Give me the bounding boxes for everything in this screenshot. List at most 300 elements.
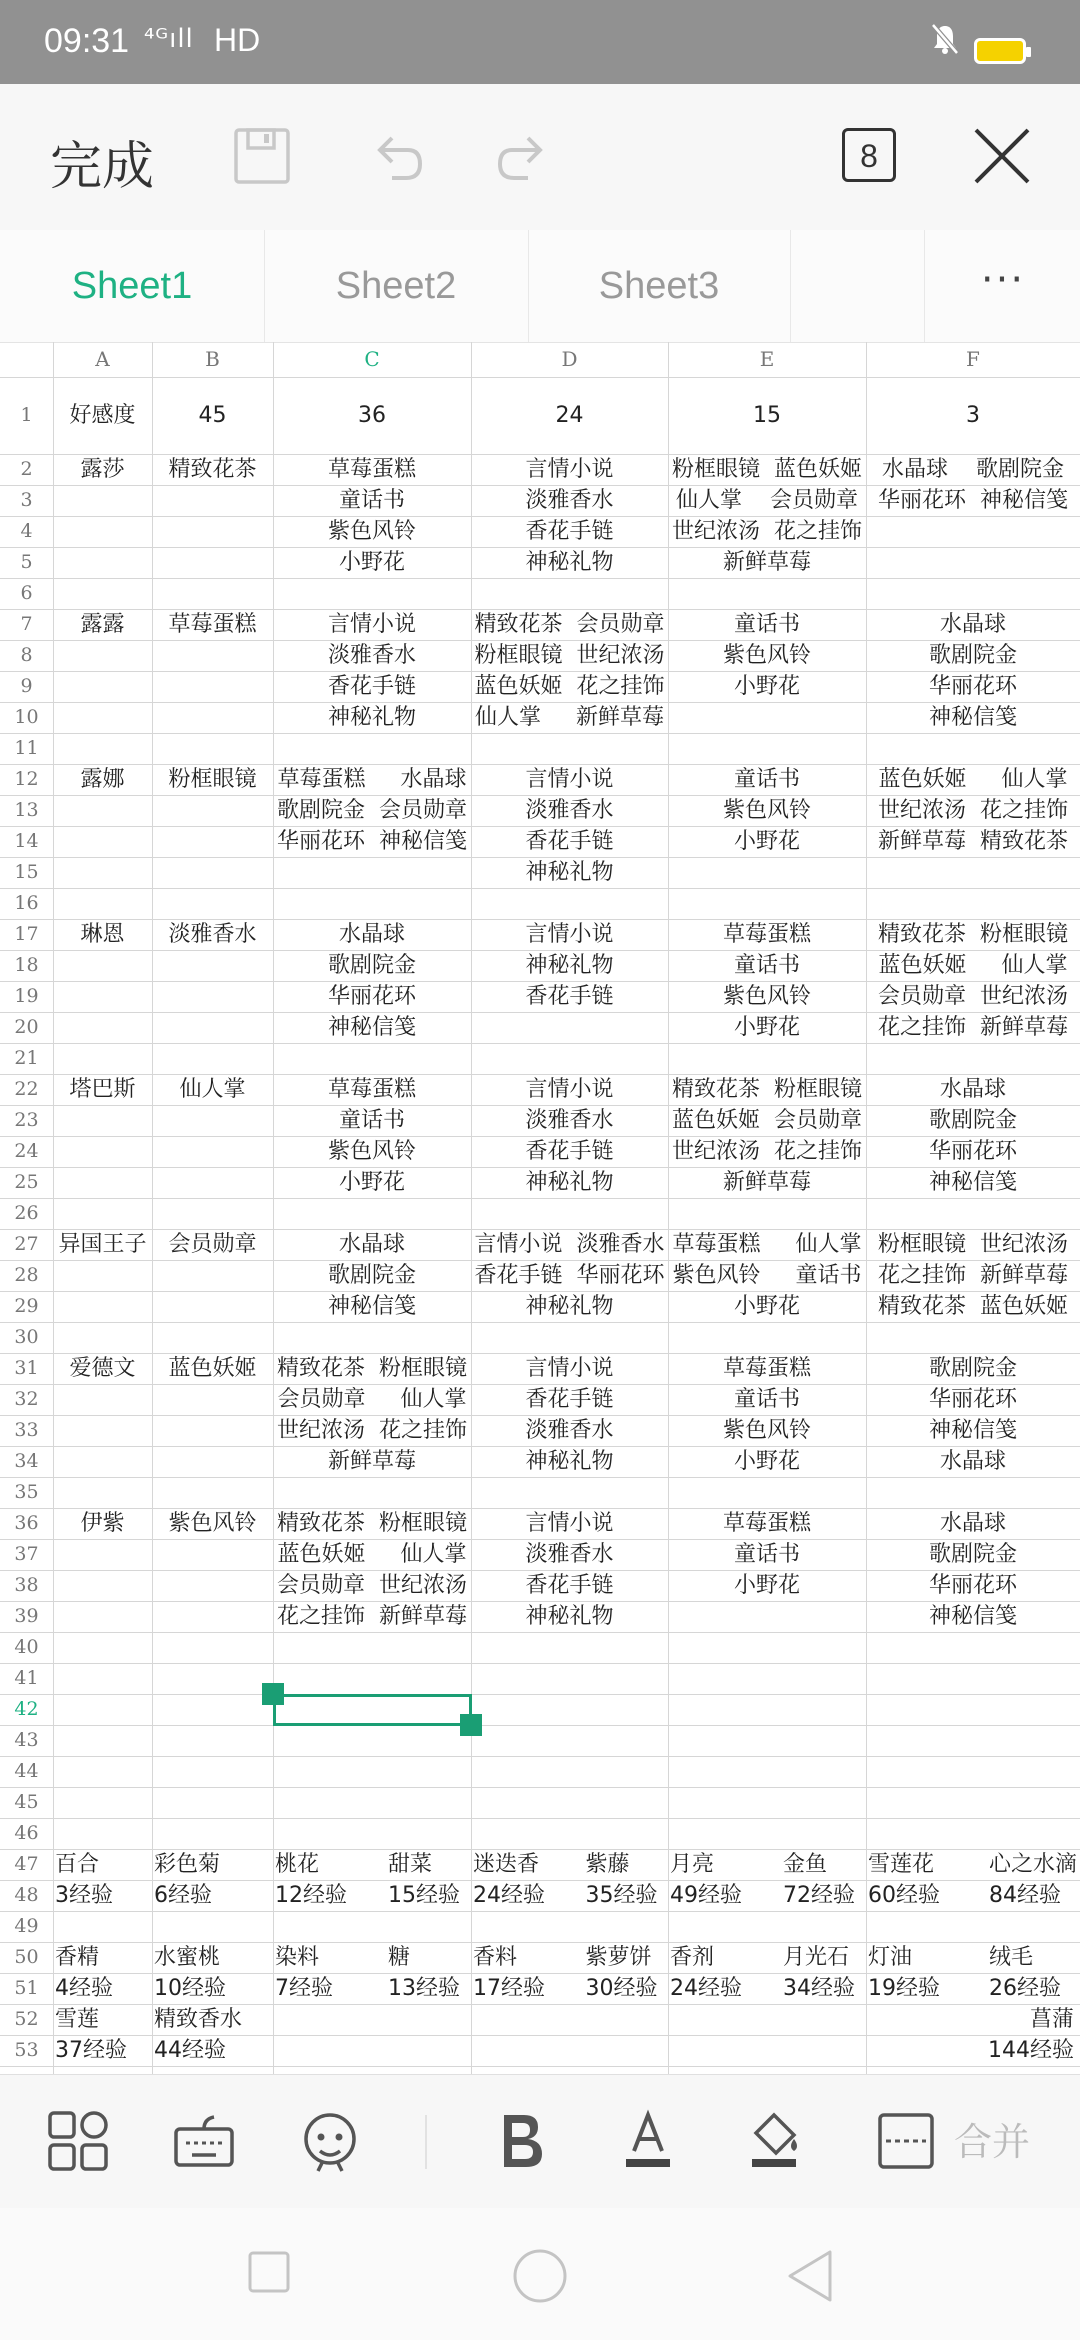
- cell-b1[interactable]: 45: [198, 403, 227, 428]
- cell-e32[interactable]: 童话书: [733, 1387, 800, 1412]
- cell-f17[interactable]: 精致花茶 粉框眼镜: [878, 922, 1068, 947]
- selection-handle-start[interactable]: [262, 1683, 284, 1705]
- cell-e24[interactable]: 世纪浓汤 花之挂饰: [672, 1139, 862, 1164]
- cell-b53[interactable]: 44经验: [154, 2038, 226, 2063]
- cell-f51[interactable]: 26经验: [989, 1976, 1061, 2001]
- row-header[interactable]: 19: [14, 985, 39, 1007]
- row-header[interactable]: 47: [14, 1853, 39, 1875]
- cell-d12[interactable]: 言情小说: [525, 767, 614, 792]
- cell-c29[interactable]: 神秘信笺: [327, 1294, 416, 1319]
- cell-d36[interactable]: 言情小说: [525, 1511, 614, 1536]
- cell-e48[interactable]: 72经验: [783, 1883, 855, 1908]
- cell-f27[interactable]: 粉框眼镜 世纪浓汤: [878, 1232, 1068, 1257]
- row-header[interactable]: 35: [14, 1481, 39, 1503]
- cell-b47[interactable]: 彩色菊: [154, 1852, 221, 1877]
- column-header-c[interactable]: C: [364, 347, 380, 371]
- cell-e33[interactable]: 紫色风铃: [722, 1418, 811, 1443]
- close-icon[interactable]: [970, 124, 1034, 188]
- cell-f8[interactable]: 歌剧院金: [928, 643, 1017, 668]
- column-header-b[interactable]: B: [205, 347, 220, 371]
- cell-a22[interactable]: 塔巴斯: [69, 1077, 136, 1102]
- cell-b2[interactable]: 精致花茶: [168, 457, 257, 482]
- status-bar: [0, 0, 1080, 84]
- row-header[interactable]: 28: [14, 1264, 39, 1286]
- cell-e31[interactable]: 草莓蛋糕: [722, 1356, 811, 1381]
- cell-f23[interactable]: 歌剧院金: [928, 1108, 1017, 1133]
- cell-f50[interactable]: 灯油: [868, 1945, 913, 1970]
- cell-e1[interactable]: 15: [753, 403, 781, 428]
- cell-f47[interactable]: 雪莲花: [868, 1852, 935, 1877]
- cell-d51[interactable]: 30经验: [585, 1976, 658, 2001]
- cell-f10[interactable]: 神秘信笺: [928, 705, 1017, 730]
- row-header[interactable]: 23: [14, 1109, 39, 1131]
- grid-column-line: [152, 342, 153, 2074]
- cell-c48[interactable]: 12经验: [275, 1883, 347, 1908]
- cell-c38[interactable]: 会员勋章 世纪浓汤: [277, 1573, 467, 1598]
- cell-d47[interactable]: 迷迭香: [473, 1852, 540, 1877]
- row-header[interactable]: 30: [14, 1326, 39, 1348]
- row-header[interactable]: 17: [14, 923, 39, 945]
- cell-c27[interactable]: 水晶球: [338, 1232, 405, 1257]
- cell-b12[interactable]: 粉框眼镜: [168, 767, 257, 792]
- cell-f24[interactable]: 华丽花环: [928, 1139, 1017, 1164]
- row-header[interactable]: 8: [20, 644, 33, 666]
- cell-f18[interactable]: 蓝色妖姬 仙人掌: [878, 953, 1068, 978]
- cell-c2[interactable]: 草莓蛋糕: [327, 457, 416, 482]
- row-header[interactable]: 12: [14, 768, 39, 790]
- grid-row-line: [0, 1632, 1080, 1633]
- merge-button[interactable]: 合并: [954, 2120, 1031, 2164]
- cell-c32[interactable]: 会员勋章 仙人掌: [277, 1387, 467, 1412]
- cell-f37[interactable]: 歌剧院金: [928, 1542, 1017, 1567]
- cell-d8[interactable]: 粉框眼镜 世纪浓汤: [474, 643, 665, 668]
- cell-c37[interactable]: 蓝色妖姬 仙人掌: [277, 1542, 467, 1567]
- cell-a53[interactable]: 37经验: [55, 2038, 127, 2063]
- cell-c50[interactable]: 染料: [275, 1945, 320, 1970]
- row-header[interactable]: 33: [14, 1419, 39, 1441]
- cell-c36[interactable]: 精致花茶 粉框眼镜: [277, 1511, 467, 1536]
- row-header[interactable]: 39: [14, 1605, 39, 1627]
- row-header[interactable]: 32: [14, 1388, 39, 1410]
- bell-mute-icon: [930, 22, 960, 64]
- cell-c34[interactable]: 新鲜草莓: [327, 1449, 416, 1474]
- keyboard-icon[interactable]: [172, 2109, 236, 2173]
- cell-d51[interactable]: 17经验: [473, 1976, 545, 2001]
- cell-e47[interactable]: 金鱼: [783, 1852, 828, 1877]
- cell-a2[interactable]: 露莎: [80, 457, 125, 482]
- cell-c14[interactable]: 华丽花环 神秘信笺: [277, 829, 467, 854]
- row-header[interactable]: 5: [20, 551, 33, 573]
- cell-d18[interactable]: 神秘礼物: [525, 953, 614, 978]
- cell-b51[interactable]: 10经验: [154, 1976, 226, 2001]
- row-header[interactable]: 7: [20, 613, 33, 635]
- more-tabs-button[interactable]: ···: [924, 230, 1080, 342]
- cell-e22[interactable]: 精致花茶 粉框眼镜: [672, 1077, 862, 1102]
- cell-e23[interactable]: 蓝色妖姬 会员勋章: [672, 1108, 862, 1133]
- cell-e34[interactable]: 小野花: [733, 1449, 800, 1474]
- cell-a1[interactable]: 好感度: [69, 403, 136, 428]
- cell-c22[interactable]: 草莓蛋糕: [327, 1077, 416, 1102]
- row-header[interactable]: 10: [14, 706, 39, 728]
- fill-color-icon[interactable]: [742, 2109, 806, 2173]
- cell-e7[interactable]: 童话书: [733, 612, 800, 637]
- grid-row-line: [0, 1787, 1080, 1788]
- cell-d50[interactable]: 香料: [473, 1945, 518, 1970]
- cell-f1[interactable]: 3: [966, 403, 980, 428]
- font-color-icon[interactable]: [616, 2109, 680, 2173]
- cell-e51[interactable]: 34经验: [783, 1976, 855, 2001]
- cell-d33[interactable]: 淡雅香水: [525, 1418, 614, 1443]
- cell-b31[interactable]: 蓝色妖姬: [168, 1356, 257, 1381]
- cell-f51[interactable]: 19经验: [868, 1976, 940, 2001]
- hd-indicator: HD: [214, 22, 261, 58]
- cell-f22[interactable]: 水晶球: [939, 1077, 1006, 1102]
- cell-d39[interactable]: 神秘礼物: [525, 1604, 614, 1629]
- cell-e9[interactable]: 小野花: [733, 674, 800, 699]
- undo-icon[interactable]: [362, 124, 426, 188]
- row-header[interactable]: 9: [20, 675, 33, 697]
- cell-a51[interactable]: 4经验: [55, 1976, 113, 2001]
- cell-c8[interactable]: 淡雅香水: [327, 643, 416, 668]
- column-header-d[interactable]: D: [561, 347, 578, 371]
- cell-e25[interactable]: 新鲜草莓: [722, 1170, 811, 1195]
- cell-c7[interactable]: 言情小说: [327, 612, 416, 637]
- spreadsheet-grid[interactable]: [0, 342, 1080, 2074]
- row-header[interactable]: 43: [14, 1729, 39, 1751]
- save-icon[interactable]: [230, 124, 294, 188]
- tab-sheet3[interactable]: Sheet3: [528, 230, 791, 342]
- cell-d25[interactable]: 神秘礼物: [525, 1170, 614, 1195]
- cell-f34[interactable]: 水晶球: [939, 1449, 1006, 1474]
- row-header[interactable]: 36: [14, 1512, 39, 1534]
- row-header[interactable]: 27: [14, 1233, 39, 1255]
- cell-d48[interactable]: 35经验: [585, 1883, 658, 1908]
- cell-c12[interactable]: 草莓蛋糕 水晶球: [277, 767, 467, 792]
- row-header[interactable]: 53: [14, 2039, 39, 2061]
- cell-c10[interactable]: 神秘礼物: [327, 705, 416, 730]
- cell-f47[interactable]: 心之水滴: [989, 1852, 1078, 1877]
- grid-row-line: [0, 1725, 1080, 1726]
- row-header[interactable]: 15: [14, 861, 39, 883]
- redo-icon[interactable]: [494, 124, 558, 188]
- cell-e18[interactable]: 童话书: [733, 953, 800, 978]
- cell-c33[interactable]: 世纪浓汤 花之挂饰: [277, 1418, 467, 1443]
- row-header[interactable]: 29: [14, 1295, 39, 1317]
- grid-column-line: [668, 342, 669, 2074]
- row-header[interactable]: 3: [20, 489, 33, 511]
- cell-c20[interactable]: 神秘信笺: [327, 1015, 416, 1040]
- row-header[interactable]: 51: [14, 1977, 39, 1999]
- grid-row-line: [0, 1663, 1080, 1664]
- cell-b27[interactable]: 会员勋章: [168, 1232, 257, 1257]
- cell-e5[interactable]: 新鲜草莓: [722, 550, 811, 575]
- cell-a48[interactable]: 3经验: [55, 1883, 113, 1908]
- cell-f9[interactable]: 华丽花环: [928, 674, 1017, 699]
- cell-e50[interactable]: 月光石: [783, 1945, 850, 1970]
- cell-f32[interactable]: 华丽花环: [928, 1387, 1017, 1412]
- cell-a50[interactable]: 香精: [55, 1945, 100, 1970]
- cell-d23[interactable]: 淡雅香水: [525, 1108, 614, 1133]
- cell-f33[interactable]: 神秘信笺: [928, 1418, 1017, 1443]
- cell-d48[interactable]: 24经验: [473, 1883, 545, 1908]
- cell-d15[interactable]: 神秘礼物: [525, 860, 614, 885]
- cell-e29[interactable]: 小野花: [733, 1294, 800, 1319]
- cell-d9[interactable]: 蓝色妖姬 花之挂饰: [474, 674, 665, 699]
- done-button[interactable]: 完成: [50, 137, 155, 197]
- cell-f28[interactable]: 花之挂饰 新鲜草莓: [878, 1263, 1068, 1288]
- row-header[interactable]: 25: [14, 1171, 39, 1193]
- cell-e19[interactable]: 紫色风铃: [722, 984, 811, 1009]
- format-toolbar: [0, 2074, 1080, 2209]
- grid-column-line: [866, 342, 867, 2074]
- cell-a12[interactable]: 露娜: [80, 767, 125, 792]
- cell-e8[interactable]: 紫色风铃: [722, 643, 811, 668]
- cell-e37[interactable]: 童话书: [733, 1542, 800, 1567]
- column-header-a[interactable]: A: [95, 347, 110, 371]
- row-header[interactable]: 31: [14, 1357, 39, 1379]
- cell-b7[interactable]: 草莓蛋糕: [168, 612, 257, 637]
- cell-d50[interactable]: 紫萝饼: [585, 1945, 652, 1970]
- cell-f53[interactable]: 144经验: [988, 2038, 1074, 2063]
- cell-c51[interactable]: 7经验: [275, 1976, 333, 2001]
- cell-d38[interactable]: 香花手链: [525, 1573, 614, 1598]
- cell-c28[interactable]: 歌剧院金: [327, 1263, 416, 1288]
- row-header[interactable]: 21: [14, 1047, 39, 1069]
- row-header[interactable]: 1: [20, 404, 33, 426]
- row-header[interactable]: 18: [14, 954, 39, 976]
- cell-c5[interactable]: 小野花: [338, 550, 405, 575]
- cell-f7[interactable]: 水晶球: [939, 612, 1006, 637]
- cell-c31[interactable]: 精致花茶 粉框眼镜: [277, 1356, 467, 1381]
- grid-row-line: [0, 1322, 1080, 1323]
- row-header[interactable]: 22: [14, 1078, 39, 1100]
- grid-row-line: [0, 1198, 1080, 1199]
- grid-column-line: [273, 342, 274, 2074]
- row-header[interactable]: 38: [14, 1574, 39, 1596]
- cell-c13[interactable]: 歌剧院金 会员勋章: [277, 798, 467, 823]
- grid-row-line: [0, 2066, 1080, 2067]
- cell-c3[interactable]: 童话书: [338, 488, 405, 513]
- cell-c18[interactable]: 歌剧院金: [327, 953, 416, 978]
- cell-f12[interactable]: 蓝色妖姬 仙人掌: [878, 767, 1068, 792]
- cell-c4[interactable]: 紫色风铃: [327, 519, 416, 544]
- cell-a36[interactable]: 伊紫: [80, 1511, 125, 1536]
- cell-d13[interactable]: 淡雅香水: [525, 798, 614, 823]
- cell-d7[interactable]: 精致花茶 会员勋章: [474, 612, 665, 637]
- cell-e48[interactable]: 49经验: [670, 1883, 742, 1908]
- cell-f3[interactable]: 华丽花环 神秘信笺: [878, 488, 1068, 513]
- cell-f50[interactable]: 绒毛: [989, 1945, 1034, 1970]
- cell-a17[interactable]: 琳恩: [80, 922, 125, 947]
- cell-d22[interactable]: 言情小说: [525, 1077, 614, 1102]
- cell-e20[interactable]: 小野花: [733, 1015, 800, 1040]
- row-header[interactable]: 42: [14, 1698, 39, 1720]
- cell-e50[interactable]: 香剂: [670, 1945, 715, 1970]
- cell-e2[interactable]: 粉框眼镜 蓝色妖姬: [672, 457, 862, 482]
- row-header[interactable]: 16: [14, 892, 39, 914]
- cell-e28[interactable]: 紫色风铃 童话书: [672, 1263, 862, 1288]
- selection-handle-end[interactable]: [460, 1714, 482, 1736]
- row-header[interactable]: 44: [14, 1760, 39, 1782]
- navigation-bar: [0, 2208, 1080, 2340]
- cell-f20[interactable]: 花之挂饰 新鲜草莓: [878, 1015, 1068, 1040]
- grid-row-line: [0, 1043, 1080, 1044]
- cell-f19[interactable]: 会员勋章 世纪浓汤: [878, 984, 1068, 1009]
- cell-c9[interactable]: 香花手链: [327, 674, 416, 699]
- cell-d31[interactable]: 言情小说: [525, 1356, 614, 1381]
- border-icon[interactable]: [874, 2109, 938, 2173]
- cell-d5[interactable]: 神秘礼物: [525, 550, 614, 575]
- cell-d2[interactable]: 言情小说: [525, 457, 614, 482]
- cell-b36[interactable]: 紫色风铃: [168, 1511, 257, 1536]
- row-header[interactable]: 11: [14, 737, 39, 759]
- cell-e13[interactable]: 紫色风铃: [722, 798, 811, 823]
- tab-sheet1[interactable]: Sheet1: [0, 230, 265, 342]
- cell-d24[interactable]: 香花手链: [525, 1139, 614, 1164]
- cell-d4[interactable]: 香花手链: [525, 519, 614, 544]
- cell-c17[interactable]: 水晶球: [338, 922, 405, 947]
- cell-c19[interactable]: 华丽花环: [327, 984, 416, 1009]
- row-header[interactable]: 49: [14, 1915, 39, 1937]
- cell-d47[interactable]: 紫藤: [585, 1852, 630, 1877]
- cell-c23[interactable]: 童话书: [338, 1108, 405, 1133]
- toolbar-divider: [425, 2115, 427, 2169]
- cell-b48[interactable]: 6经验: [154, 1883, 212, 1908]
- cell-e3[interactable]: 仙人掌 会员勋章: [676, 488, 858, 513]
- column-header-e[interactable]: E: [759, 347, 775, 371]
- cell-d10[interactable]: 仙人掌 新鲜草莓: [475, 705, 664, 730]
- row-header[interactable]: 20: [14, 1016, 39, 1038]
- sheet-count-button[interactable]: 8: [842, 128, 896, 182]
- cell-a47[interactable]: 百合: [55, 1852, 100, 1877]
- cell-d1[interactable]: 24: [555, 403, 584, 428]
- cell-e12[interactable]: 童话书: [733, 767, 800, 792]
- row-header[interactable]: 50: [14, 1946, 39, 1968]
- cell-c50[interactable]: 糖: [388, 1945, 411, 1970]
- battery-icon: [974, 38, 1026, 64]
- row-header[interactable]: 24: [14, 1140, 39, 1162]
- cell-e14[interactable]: 小野花: [733, 829, 800, 854]
- cell-b22[interactable]: 仙人掌: [179, 1077, 246, 1102]
- cell-e36[interactable]: 草莓蛋糕: [722, 1511, 811, 1536]
- cell-d27[interactable]: 言情小说 淡雅香水: [474, 1232, 665, 1257]
- row-header[interactable]: 14: [14, 830, 39, 852]
- cell-c39[interactable]: 花之挂饰 新鲜草莓: [277, 1604, 467, 1629]
- cell-e17[interactable]: 草莓蛋糕: [722, 922, 811, 947]
- cell-a27[interactable]: 异国王子: [58, 1232, 147, 1257]
- row-header[interactable]: 13: [14, 799, 39, 821]
- cell-e38[interactable]: 小野花: [733, 1573, 800, 1598]
- cell-d32[interactable]: 香花手链: [525, 1387, 614, 1412]
- cell-c25[interactable]: 小野花: [338, 1170, 405, 1195]
- row-header[interactable]: 37: [14, 1543, 39, 1565]
- row-header[interactable]: 40: [14, 1636, 39, 1658]
- cell-b52[interactable]: 精致香水: [154, 2007, 243, 2032]
- grid-row-line: [0, 888, 1080, 889]
- column-header-f[interactable]: F: [966, 347, 980, 371]
- grid-row-line: [0, 1477, 1080, 1478]
- cell-f31[interactable]: 歌剧院金: [928, 1356, 1017, 1381]
- cell-d17[interactable]: 言情小说: [525, 922, 614, 947]
- signal-icon: ⁴ᴳıll: [144, 24, 194, 54]
- tab-sheet2[interactable]: Sheet2: [264, 230, 529, 342]
- cell-e47[interactable]: 月亮: [670, 1852, 715, 1877]
- grid-row-line: [0, 1818, 1080, 1819]
- grid-column-line: [471, 342, 472, 2074]
- grid-row-line: [0, 1911, 1080, 1912]
- cell-b50[interactable]: 水蜜桃: [154, 1945, 221, 1970]
- layout-icon[interactable]: [46, 2109, 110, 2173]
- cell-f48[interactable]: 60经验: [868, 1883, 940, 1908]
- cell-d3[interactable]: 淡雅香水: [525, 488, 614, 513]
- grid-row-line: [0, 578, 1080, 579]
- cell-d34[interactable]: 神秘礼物: [525, 1449, 614, 1474]
- cell-a31[interactable]: 爱德文: [69, 1356, 136, 1381]
- cell-f39[interactable]: 神秘信笺: [928, 1604, 1017, 1629]
- cell-c47[interactable]: 桃花: [275, 1852, 320, 1877]
- cell-f29[interactable]: 精致花茶 蓝色妖姬: [878, 1294, 1068, 1319]
- cell-a7[interactable]: 露露: [80, 612, 125, 637]
- cell-c47[interactable]: 甜菜: [388, 1852, 433, 1877]
- grid-row-line: [0, 1756, 1080, 1757]
- cell-a52[interactable]: 雪莲: [55, 2007, 100, 2032]
- cell-e4[interactable]: 世纪浓汤 花之挂饰: [672, 519, 862, 544]
- cell-d29[interactable]: 神秘礼物: [525, 1294, 614, 1319]
- cell-e27[interactable]: 草莓蛋糕 仙人掌: [672, 1232, 862, 1257]
- cell-f48[interactable]: 84经验: [989, 1883, 1061, 1908]
- cell-f52[interactable]: 菖蒲: [1029, 2007, 1074, 2032]
- row-header[interactable]: 4: [20, 520, 33, 542]
- row-header[interactable]: 48: [14, 1884, 39, 1906]
- grid-column-line: [53, 342, 54, 2074]
- cell-b17[interactable]: 淡雅香水: [168, 922, 257, 947]
- cell-d28[interactable]: 香花手链 华丽花环: [474, 1263, 665, 1288]
- status-time: 09:31: [44, 22, 130, 60]
- row-header[interactable]: 6: [20, 582, 33, 604]
- row-header[interactable]: 52: [14, 2008, 39, 2030]
- cell-e51[interactable]: 24经验: [670, 1976, 742, 2001]
- emoji-icon[interactable]: [298, 2109, 362, 2173]
- cell-c51[interactable]: 13经验: [388, 1976, 460, 2001]
- cell-f36[interactable]: 水晶球: [939, 1511, 1006, 1536]
- cell-c1[interactable]: 36: [358, 403, 386, 428]
- home-icon[interactable]: [512, 2248, 568, 2308]
- row-header[interactable]: 46: [14, 1822, 39, 1844]
- cell-selection-box[interactable]: [273, 1694, 472, 1726]
- cell-f25[interactable]: 神秘信笺: [928, 1170, 1017, 1195]
- grid-row-line: [0, 1694, 1080, 1695]
- cell-d19[interactable]: 香花手链: [525, 984, 614, 1009]
- row-header[interactable]: 2: [20, 458, 33, 480]
- back-icon[interactable]: [786, 2248, 834, 2308]
- cell-f38[interactable]: 华丽花环: [928, 1573, 1017, 1598]
- cell-c48[interactable]: 15经验: [388, 1883, 460, 1908]
- cell-f13[interactable]: 世纪浓汤 花之挂饰: [878, 798, 1068, 823]
- cell-d14[interactable]: 香花手链: [525, 829, 614, 854]
- sheet-tabs: [0, 230, 1080, 343]
- cell-c24[interactable]: 紫色风铃: [327, 1139, 416, 1164]
- bold-icon[interactable]: [490, 2109, 554, 2173]
- grid-row-line: [0, 733, 1080, 734]
- row-header[interactable]: 34: [14, 1450, 39, 1472]
- row-header[interactable]: 26: [14, 1202, 39, 1224]
- row-header[interactable]: 45: [14, 1791, 39, 1813]
- cell-d37[interactable]: 淡雅香水: [525, 1542, 614, 1567]
- cell-f14[interactable]: 新鲜草莓 精致花茶: [878, 829, 1068, 854]
- recent-apps-icon[interactable]: [247, 2250, 291, 2298]
- row-header[interactable]: 41: [14, 1667, 39, 1689]
- cell-f2[interactable]: 水晶球 歌剧院金: [882, 457, 1064, 482]
